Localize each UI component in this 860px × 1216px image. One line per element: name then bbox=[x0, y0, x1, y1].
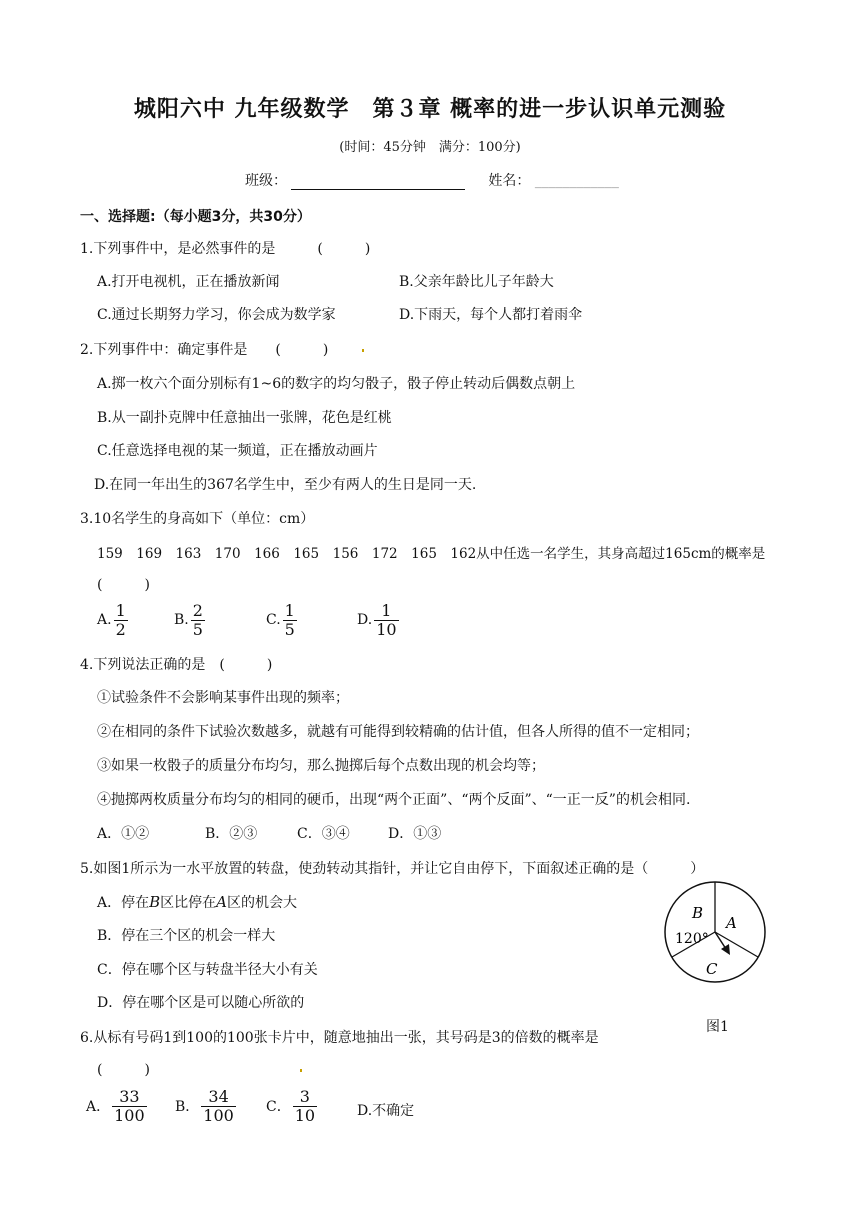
numerator: 1 bbox=[381, 601, 392, 620]
denominator: 2 bbox=[115, 619, 126, 639]
question-3-option-c bbox=[266, 602, 297, 638]
question-4-option-c: C．③④ bbox=[297, 826, 350, 842]
question-1-option-c: C.通过长期努力学习，你会成为数学家 bbox=[97, 307, 336, 323]
option-text: A．停在 bbox=[97, 895, 150, 911]
option-text: 区比停在 bbox=[160, 895, 217, 911]
question-1-option-d: D.下雨天，每个人都打着雨伞 bbox=[399, 307, 583, 323]
denominator: 100 bbox=[203, 1105, 234, 1125]
question-3-data: 159 169 163 170 166 165 156 172 165 162从中任选一名学生，其身高超过165cm的概率是 bbox=[97, 546, 766, 562]
numerator: 3 bbox=[299, 1087, 310, 1106]
exam-info: (时间：45分钟 满分：100分) bbox=[339, 140, 521, 155]
option-label: A． bbox=[86, 1099, 111, 1116]
denominator: 10 bbox=[294, 1105, 316, 1125]
question-4-stem: 4.下列说法正确的是 ( ) bbox=[80, 657, 273, 673]
denominator: 5 bbox=[284, 619, 295, 639]
question-4-option-a: A．①② bbox=[97, 826, 150, 842]
question-4-option-d: D．①③ bbox=[388, 826, 442, 842]
figure-caption: 图1 bbox=[706, 1019, 729, 1035]
pointer-arrowhead bbox=[721, 944, 730, 955]
question-2-option-c: C.任意选择电视的某一频道，正在播放动画片 bbox=[97, 443, 378, 459]
spinner-divider bbox=[715, 932, 758, 957]
question-3-option-a bbox=[97, 602, 128, 638]
question-3-paren: ( ) bbox=[97, 577, 150, 593]
question-5-option-a bbox=[97, 892, 297, 912]
class-field-row bbox=[245, 170, 619, 190]
question-3-option-b bbox=[174, 602, 205, 638]
question-5-option-d: D．停在哪个区是可以随心所欲的 bbox=[97, 995, 305, 1011]
question-5-stem: 5.如图1所示为一水平放置的转盘，使劲转动其指针，并让它自由停下，下面叙述正确的是（ ） bbox=[80, 861, 705, 877]
question-4-statement-4: ④抛掷两枚质量分布均匀的相同的硬币，出现“两个正面”、“两个反面”、“一正一反”的机会相同. bbox=[97, 792, 691, 808]
yellow-mark bbox=[362, 349, 364, 352]
question-6-option-c bbox=[266, 1088, 317, 1124]
question-5-option-b: B．停在三个区的机会一样大 bbox=[97, 928, 276, 944]
fraction bbox=[293, 1088, 317, 1124]
yellow-mark bbox=[300, 1069, 302, 1072]
numerator: 33 bbox=[119, 1087, 140, 1106]
name-label: 姓名： bbox=[488, 173, 531, 189]
region-a-label: A bbox=[726, 914, 737, 932]
numerator: 2 bbox=[192, 601, 203, 620]
page-title: 城阳六中 九年级数学 第３章 概率的进一步认识单元测验 bbox=[133, 97, 727, 122]
numerator: 1 bbox=[284, 601, 295, 620]
fraction bbox=[374, 602, 398, 638]
question-6-paren: ( ) bbox=[97, 1062, 150, 1078]
option-label: B. bbox=[174, 612, 189, 629]
question-3-stem: 3.10名学生的身高如下（单位：cm） bbox=[80, 511, 315, 527]
question-2-option-a: A.掷一枚六个面分别标有1~6的数字的均匀骰子，骰子停止转动后偶数点朝上 bbox=[97, 376, 576, 392]
question-6-option-a bbox=[86, 1088, 147, 1124]
numerator: 34 bbox=[208, 1087, 229, 1106]
question-4-statement-3: ③如果一枚骰子的质量分布均匀，那么抛掷后每个点数出现的机会均等； bbox=[97, 758, 545, 774]
region-b-label: B bbox=[692, 904, 704, 922]
fraction bbox=[114, 602, 128, 638]
question-4-option-b: B．②③ bbox=[205, 826, 258, 842]
question-1-option-b: B.父亲年龄比儿子年龄大 bbox=[399, 274, 554, 290]
question-2-option-d: D.在同一年出生的367名学生中，至少有两人的生日是同一天. bbox=[94, 477, 477, 493]
question-6-option-b bbox=[175, 1088, 236, 1124]
question-2-option-b: B.从一副扑克牌中任意抽出一张牌，花色是红桃 bbox=[97, 410, 392, 426]
denominator: 100 bbox=[114, 1105, 145, 1125]
question-2-stem: 2.下列事件中：确定事件是 ( ) bbox=[80, 342, 329, 358]
fraction bbox=[112, 1088, 147, 1124]
region-a-ref: A bbox=[216, 893, 227, 911]
question-5-option-c: C．停在哪个区与转盘半径大小有关 bbox=[97, 962, 318, 978]
fraction bbox=[201, 1088, 236, 1124]
denominator: 5 bbox=[192, 619, 203, 639]
option-label: C. bbox=[266, 612, 281, 629]
spinner-figure bbox=[662, 872, 774, 992]
question-6-stem: 6.从标有号码1到100的100张卡片中，随意地抽出一张，其号码是3的倍数的概率是 bbox=[80, 1030, 599, 1046]
question-1-stem: 1.下列事件中，是必然事件的是 ( ) bbox=[80, 241, 371, 257]
numerator: 1 bbox=[115, 601, 126, 620]
option-label: D. bbox=[357, 612, 373, 629]
question-3-option-d bbox=[357, 602, 399, 638]
class-label: 班级： bbox=[245, 173, 287, 189]
option-label: B． bbox=[175, 1099, 200, 1116]
question-4-statement-1: ①试验条件不会影响某事件出现的频率； bbox=[97, 690, 349, 706]
class-blank[interactable] bbox=[291, 173, 465, 190]
option-label: A. bbox=[97, 612, 112, 629]
region-b-ref: B bbox=[149, 893, 161, 911]
name-blank[interactable]: ____________ bbox=[534, 173, 619, 189]
section-heading: 一、选择题:（每小题3分，共30分） bbox=[80, 209, 311, 225]
question-1-option-a: A.打开电视机，正在播放新闻 bbox=[97, 274, 280, 290]
fraction bbox=[191, 602, 205, 638]
denominator: 10 bbox=[376, 619, 397, 639]
question-4-statement-2: ②在相同的条件下试验次数越多，就越有可能得到较精确的估计值，但各人所得的值不一定相同； bbox=[97, 724, 699, 740]
fraction bbox=[283, 602, 297, 638]
question-6-option-d: D.不确定 bbox=[357, 1103, 415, 1119]
option-text: 区的机会大 bbox=[227, 895, 297, 911]
region-c-label: C bbox=[706, 960, 718, 978]
option-label: C． bbox=[266, 1099, 291, 1116]
angle-label: 120° bbox=[675, 931, 709, 947]
